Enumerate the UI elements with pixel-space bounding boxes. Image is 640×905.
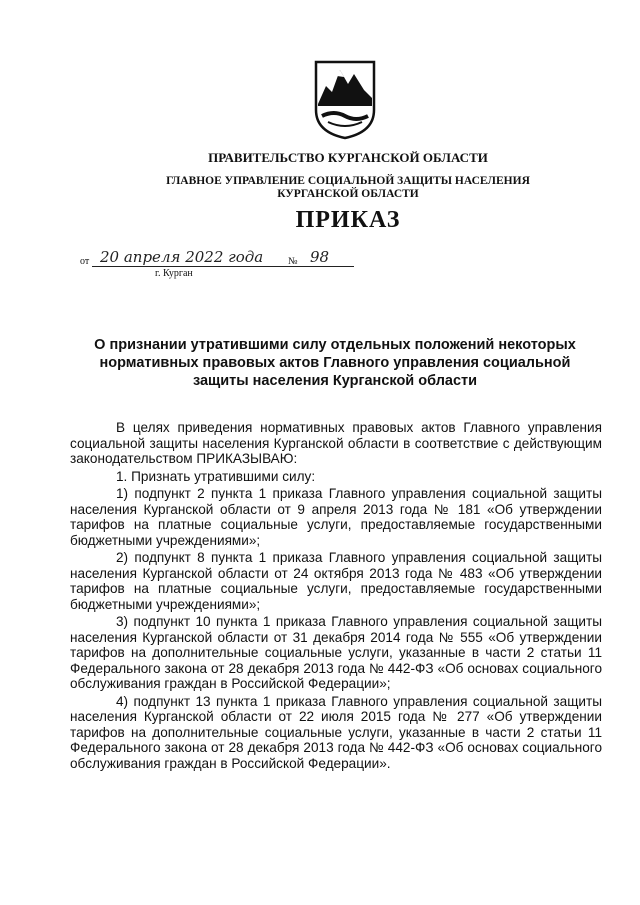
clause-1: 1. Признать утратившими силу: bbox=[116, 468, 316, 484]
order-subject: О признании утратившими силу отдельных положений некоторых нормативных правовых актов Главного управления социальной защиты населения Курганской области bbox=[94, 337, 576, 389]
handwritten-date: 20 апреля 2022 года bbox=[100, 248, 264, 266]
list-item: 4) подпункт 13 пункта 1 приказа Главного управления социальной защиты населения Курганской области от 22 июля 2015 года № 277 «Об утверждении тарифов на дополнительные социальные услуги, указанные в части 2 статьи 11 Федерального закона от 28 декабря 2013 года № 442-ФЗ «Об основах социального обслуживания граждан в Российской Федерации». bbox=[70, 693, 602, 771]
government-name: ПРАВИТЕЛЬСТВО КУРГАНСКОЙ ОБЛАСТИ bbox=[208, 150, 488, 165]
number-label: № bbox=[288, 256, 298, 267]
list-item: 3) подпункт 10 пункта 1 приказа Главного управления социальной защиты населения Курганской области от 31 декабря 2014 года № 555 «Об утверждении тарифов на дополнительные социальные услуги, указанные в части 2 статьи 11 Федерального закона от 28 декабря 2013 года № 442-ФЗ «Об основах социального обслуживания граждан в Российской Федерации»; bbox=[70, 614, 602, 691]
city-label: г. Курган bbox=[155, 268, 193, 279]
dateline bbox=[80, 246, 360, 286]
date-prefix: от bbox=[80, 256, 90, 267]
department-name: ГЛАВНОЕ УПРАВЛЕНИЕ СОЦИАЛЬНОЙ ЗАЩИТЫ НАСЕЛЕНИЯ КУРГАНСКОЙ ОБЛАСТИ bbox=[166, 175, 530, 200]
date-underline bbox=[92, 266, 354, 267]
list-item: 2) подпункт 8 пункта 1 приказа Главного управления социальной защиты населения Курганской области от 24 октября 2013 года № 483 «Об утверждении тарифов на платные социальные услуги, предоставляемые государственными бюджетными учреждениями»; bbox=[70, 550, 602, 612]
handwritten-number: 98 bbox=[310, 248, 330, 266]
list-item: 1) подпункт 2 пункта 1 приказа Главного управления социальной защиты населения Курганской области от 9 апреля 2013 года № 181 «Об утверждении тарифов на платные социальные услуги, предоставляемые государственными бюджетными учреждениями»; bbox=[70, 486, 602, 548]
coat-of-arms-icon bbox=[314, 60, 376, 140]
order-body bbox=[70, 420, 602, 771]
document-title: ПРИКАЗ bbox=[295, 207, 401, 233]
preamble: В целях приведения нормативных правовых актов Главного управления социальной защиты населения Курганской области в соответствие с действующим законодательством ПРИКАЗЫВАЮ: bbox=[70, 420, 602, 466]
